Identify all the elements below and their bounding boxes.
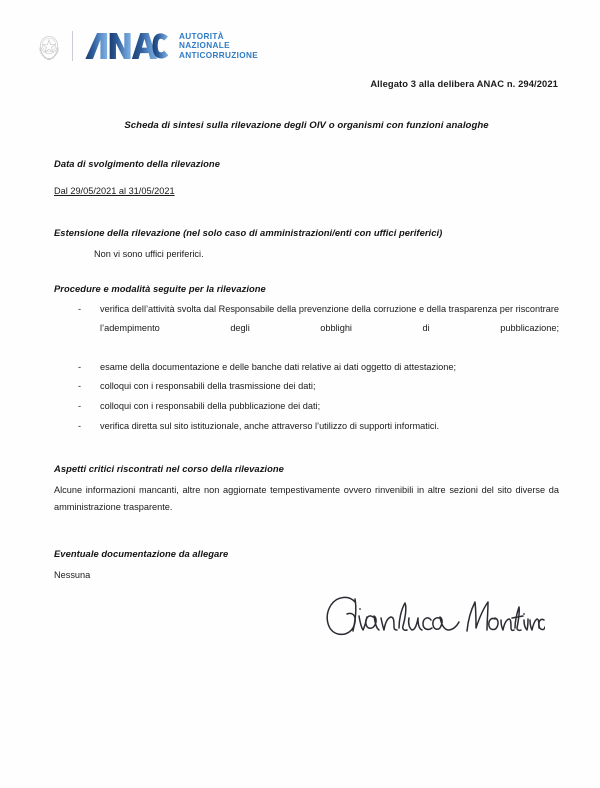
signature-image: [315, 586, 545, 648]
page-title: Scheda di sintesi sulla rilevazione degli OIV o organismi con funzioni analoghe: [124, 120, 489, 131]
estensione-value: Non vi sono uffici periferici.: [94, 249, 204, 260]
section-procedure: [54, 283, 559, 436]
logo-divider: [72, 31, 73, 61]
list-item-text: verifica diretta sul sito istituzionale, anche attraverso l’utilizzo di supporti informatici.: [100, 421, 440, 432]
section-heading: Aspetti critici riscontrati nel corso della rilevazione: [54, 463, 284, 475]
section-data-svolgimento: [54, 158, 559, 200]
list-item-text: esame della documentazione e delle banche dati relative ai dati oggetto di attestazione;: [100, 361, 456, 372]
anac-wordmark-logo: [82, 29, 170, 63]
italian-republic-emblem-icon: [34, 30, 64, 62]
tagline-line-3: ANTICORRUZIONE: [179, 50, 259, 60]
section-heading: Procedure e modalità seguite per la rilevazione: [54, 283, 266, 295]
aspetti-critici-value: Alcune informazioni mancanti, altre non aggiornate tempestivamente ovvero rinvenibili in altre sezioni del sito diverse da amministrazione trasparente.: [54, 485, 559, 513]
list-item-text: verifica dell’attività svolta dal Responsabile della prevenzione della corruzione e della trasparenza per riscontrare l’adempimento degli obblighi di pubblicazione;: [100, 304, 559, 333]
anac-header-logo: [34, 24, 258, 68]
list-item: [54, 397, 559, 416]
bullet-dash-icon: -: [78, 421, 82, 432]
list-item-text: colloqui con i responsabili della pubblicazione dei dati;: [100, 401, 321, 412]
list-item: [54, 417, 559, 436]
section-estensione: [54, 227, 559, 263]
section-aspetti-critici: [54, 463, 559, 516]
list-item: [54, 300, 559, 357]
anac-tagline: [179, 32, 258, 60]
document-reference: Allegato 3 alla delibera ANAC n. 294/2021: [370, 78, 558, 89]
bullet-dash-icon: -: [78, 381, 82, 392]
section-heading: Estensione della rilevazione (nel solo caso di amministrazioni/enti con uffici periferici): [54, 227, 443, 239]
documentazione-value: Nessuna: [54, 570, 91, 581]
bullet-dash-icon: -: [78, 401, 82, 412]
tagline-line-1: AUTORITÀ: [179, 32, 224, 42]
list-item-text: colloqui con i responsabili della trasmissione dei dati;: [100, 381, 316, 392]
section-documentazione: [54, 548, 559, 584]
section-heading: Data di svolgimento della rilevazione: [54, 158, 220, 169]
section-heading: Eventuale documentazione da allegare: [54, 548, 229, 560]
handwritten-signature-icon: [315, 586, 545, 648]
list-item: [54, 377, 559, 396]
bullet-dash-icon: -: [78, 304, 82, 315]
bullet-dash-icon: -: [78, 361, 82, 372]
document-body: [54, 120, 559, 584]
rilevazione-date-value: Dal 29/05/2021 al 31/05/2021: [54, 186, 175, 196]
procedure-bullet-list: [54, 300, 559, 436]
tagline-line-2: NAZIONALE: [179, 41, 230, 51]
list-item: [54, 358, 559, 377]
